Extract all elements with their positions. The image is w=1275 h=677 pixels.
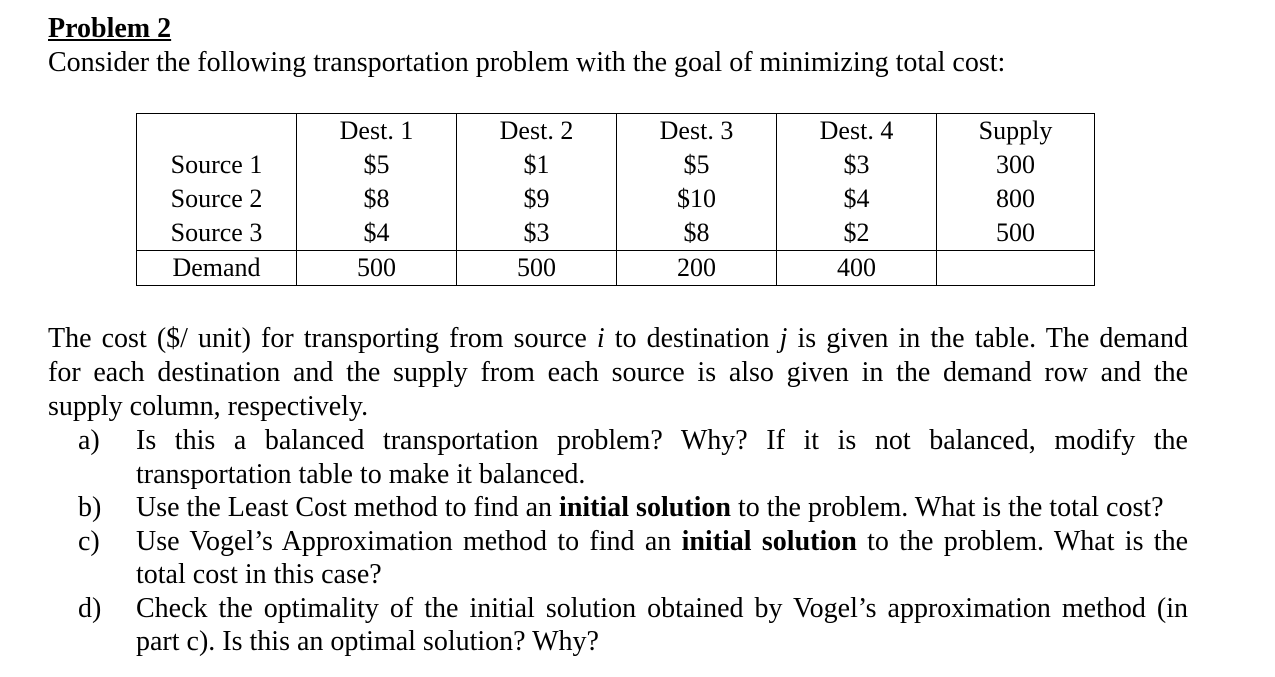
- cost-cell: $5: [297, 148, 457, 182]
- text-span: Use Vogel’s Approximation method to find an: [136, 525, 682, 557]
- question-line: [136, 491, 1188, 525]
- supply-cell: 500: [937, 216, 1095, 251]
- table-row-source-1: [137, 148, 1095, 182]
- question-line: transportation table to make it balanced.: [136, 458, 586, 490]
- row-label: Demand: [137, 251, 297, 286]
- header-supply: Supply: [937, 114, 1095, 149]
- cost-cell: $8: [617, 216, 777, 251]
- question-line: part c). Is this an optimal solution? Why?: [136, 626, 599, 657]
- question-line: Check the optimality of the initial solution obtained by Vogel’s approximation method (in: [136, 592, 1188, 624]
- text-span: to the problem. What is the: [856, 525, 1188, 557]
- text-span: The cost ($/ unit) for transporting from source: [48, 323, 597, 354]
- header-dest-2: Dest. 2: [457, 114, 617, 149]
- demand-cell: 200: [617, 251, 777, 286]
- row-label: Source 3: [137, 216, 297, 251]
- question-marker: c): [78, 525, 100, 557]
- question-marker: a): [78, 425, 100, 456]
- supply-cell: 800: [937, 182, 1095, 216]
- var-i: i: [596, 323, 605, 354]
- question-line: [136, 525, 1188, 559]
- question-list: [78, 424, 1188, 659]
- text-span: to the problem. What is the total cost?: [730, 492, 1164, 523]
- demand-cell: 500: [457, 251, 617, 286]
- problem-title: Problem 2: [48, 13, 172, 44]
- question-marker: d): [78, 592, 102, 624]
- header-dest-4: Dest. 4: [777, 114, 937, 149]
- cost-cell: $3: [457, 216, 617, 251]
- empty-cell: [937, 251, 1095, 286]
- cost-cell: $3: [777, 148, 937, 182]
- question-c: [78, 525, 1188, 592]
- cost-cell: $5: [617, 148, 777, 182]
- text-span: Use the Least Cost method to find an: [136, 492, 560, 523]
- paragraph-line-2: for each destination and the supply from each source is also given in the demand row and the: [48, 357, 1188, 388]
- bold-text: initial solution: [681, 525, 857, 557]
- supply-cell: 300: [937, 148, 1095, 182]
- table-row-source-3: [137, 216, 1095, 251]
- cost-cell: $1: [457, 148, 617, 182]
- header-dest-1: Dest. 1: [297, 114, 457, 149]
- header-dest-3: Dest. 3: [617, 114, 777, 149]
- table-row-source-2: [137, 182, 1095, 216]
- question-d: [78, 592, 1188, 659]
- bold-text: initial solution: [559, 492, 731, 523]
- cost-cell: $2: [777, 216, 937, 251]
- table-header-row: [137, 114, 1095, 149]
- cost-cell: $4: [297, 216, 457, 251]
- cost-cell: $9: [457, 182, 617, 216]
- paragraph-line-3: supply column, respectively.: [48, 391, 369, 422]
- header-cell-empty: [137, 114, 297, 149]
- demand-cell: 400: [777, 251, 937, 286]
- description-paragraph: [48, 322, 1188, 424]
- question-marker: b): [78, 492, 102, 523]
- problem-intro: Consider the following transportation problem with the goal of minimizing total cost:: [48, 47, 1006, 78]
- question-line: Is this a balanced transportation problem? Why? If it is not balanced, modify the: [136, 425, 1188, 456]
- cost-cell: $10: [617, 182, 777, 216]
- table-row-demand: [137, 251, 1095, 286]
- row-label: Source 2: [137, 182, 297, 216]
- cost-cell: $8: [297, 182, 457, 216]
- text-span: to destination: [604, 323, 780, 354]
- question-b: [78, 491, 1188, 525]
- paragraph-line-1: [48, 322, 1188, 356]
- row-label: Source 1: [137, 148, 297, 182]
- cost-cell: $4: [777, 182, 937, 216]
- text-span: is given in the table. The demand: [787, 323, 1188, 354]
- question-a: [78, 424, 1188, 491]
- transportation-cost-table: [136, 113, 1095, 286]
- question-line: total cost in this case?: [136, 559, 382, 590]
- demand-cell: 500: [297, 251, 457, 286]
- var-j: j: [779, 323, 788, 354]
